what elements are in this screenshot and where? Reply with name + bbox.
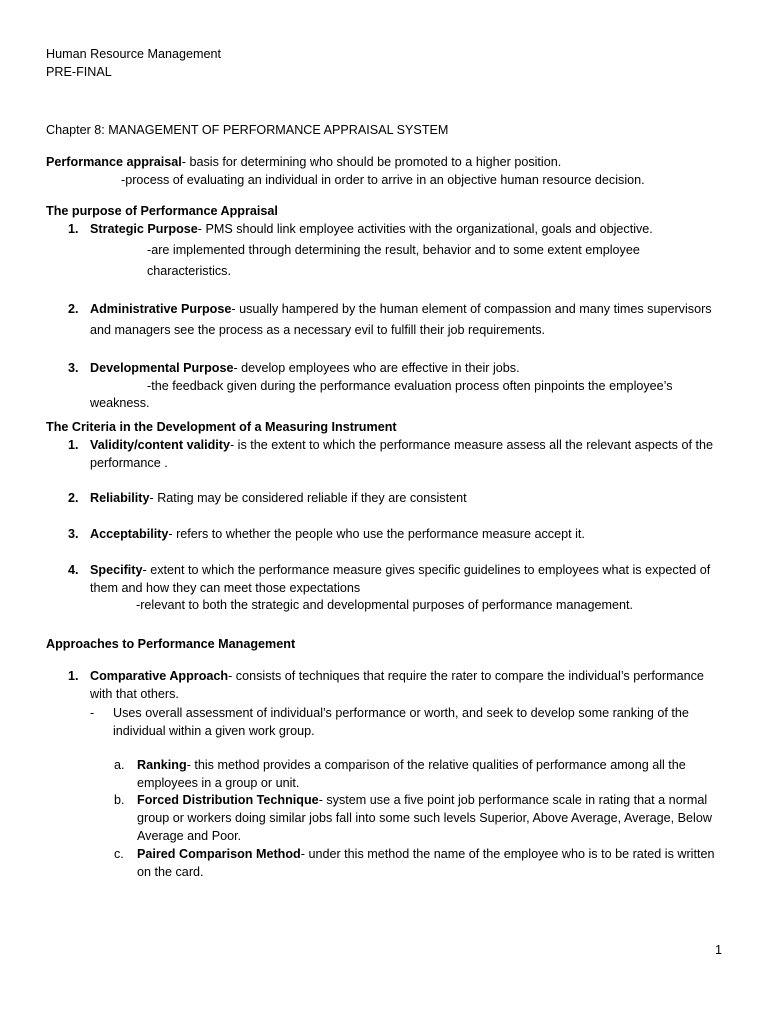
list-number: 1. — [68, 222, 79, 237]
method-text: - under this method the name of the employee who is to be rated is written — [300, 847, 715, 861]
method-text: - this method provides a comparison of the relative qualities of performance among all the — [186, 757, 686, 772]
list-number: 3. — [68, 360, 79, 375]
purpose-text2: and managers see the process as a necessary evil to fulfill their job requirements. — [90, 322, 546, 337]
method-text2: employees in a group or unit. — [137, 775, 300, 790]
method-text3: Average and Poor. — [137, 829, 242, 844]
chapter-title: Chapter 8: MANAGEMENT OF PERFORMANCE APPRAISAL SYSTEM — [46, 122, 449, 137]
spacer — [46, 140, 722, 154]
dash-text: individual within a given work group. — [113, 723, 315, 738]
list-number: 1. — [68, 669, 79, 684]
spacer — [46, 189, 722, 203]
course-title: Human Resource Management — [46, 47, 222, 61]
criteria-item-validity — [46, 437, 722, 473]
approach-text: - consists of techniques that require the rater to compare the individual’s performance — [228, 669, 704, 684]
list-letter: b. — [114, 793, 125, 808]
criteria-term: Validity/content validity — [90, 438, 230, 453]
purpose-text: - PMS should link employee activities with the organizational, goals and objective. — [197, 222, 653, 237]
criteria-text: - Rating may be considered reliable if they are consistent — [149, 490, 467, 505]
method-text2: on the card. — [137, 864, 204, 879]
criteria-list — [46, 437, 722, 615]
method-term: Paired Comparison Method — [137, 847, 301, 861]
method-item-forced-distribution — [90, 792, 722, 846]
criteria-heading: The Criteria in the Development of a Measuring Instrument — [46, 420, 397, 435]
approaches-heading: Approaches to Performance Management — [46, 637, 296, 652]
purpose-term: Administrative Purpose — [90, 301, 232, 316]
approach-dash-item — [90, 705, 722, 741]
approach-term: Comparative Approach — [90, 669, 229, 684]
spacer — [46, 82, 722, 122]
purpose-heading: The purpose of Performance Appraisal — [46, 204, 278, 219]
purpose-extra: -are implemented through determining the result, behavior and to some extent employee — [147, 243, 640, 258]
criteria-term: Reliability — [90, 490, 150, 505]
purpose-list — [46, 221, 722, 413]
list-number: 2. — [68, 301, 79, 316]
perf-appraisal-def — [46, 154, 722, 172]
document-body — [46, 46, 722, 882]
criteria-item-reliability — [46, 490, 722, 508]
approach-item-comparative — [46, 668, 722, 882]
criteria-item-specifity — [46, 562, 722, 616]
criteria-item-acceptability — [46, 526, 722, 544]
list-number: 4. — [68, 562, 79, 577]
exam-label: PRE-FINAL — [46, 64, 112, 79]
purpose-item-administrative — [46, 301, 722, 340]
method-term: Forced Distribution Technique — [137, 793, 319, 808]
approaches-list — [46, 668, 722, 882]
perf-appraisal-def1: - basis for determining who should be promoted to a higher position. — [181, 154, 562, 169]
purpose-item-developmental — [46, 360, 722, 414]
dash-marker: - — [90, 705, 95, 720]
purpose-item-strategic — [46, 221, 722, 281]
method-text: - system use a five point job performance scale in rating that a normal — [318, 793, 708, 808]
purpose-text: - usually hampered by the human element of compassion and many times supervisors — [231, 301, 712, 316]
criteria-text: - extent to which the performance measure gives specific guidelines to employees what is expected of — [142, 562, 711, 577]
purpose-extra: weakness. — [90, 396, 150, 411]
list-number: 3. — [68, 526, 79, 541]
approach-text2: with that others. — [90, 687, 179, 701]
page-number: 1 — [714, 943, 722, 957]
method-item-paired-comparison — [90, 846, 722, 882]
method-term: Ranking — [137, 757, 187, 772]
method-text2: group or workers doing similar jobs fall into some such levels Superior, Above Average, Average, Below — [137, 811, 712, 826]
list-letter: c. — [114, 847, 124, 861]
criteria-text2: performance . — [90, 456, 168, 470]
spacer — [90, 741, 722, 757]
dash-text: Uses overall assessment of individual’s performance or worth, and seek to develop some ranking of the — [113, 705, 689, 720]
purpose-text: - develop employees who are effective in their jobs. — [233, 360, 520, 375]
purpose-term: Developmental Purpose — [90, 360, 234, 375]
criteria-term: Specifity — [90, 562, 143, 577]
perf-appraisal-def2: -process of evaluating an individual in order to arrive in an objective human resource decision. — [121, 172, 645, 187]
spacer — [46, 654, 722, 668]
criteria-text: - refers to whether the people who use the performance measure accept it. — [168, 526, 585, 541]
spacer — [46, 615, 722, 636]
criteria-text: - is the extent to which the performance measure assess all the relevant aspects of the — [229, 438, 713, 453]
method-item-ranking — [90, 757, 722, 793]
criteria-extra: -relevant to both the strategic and developmental purposes of performance management. — [136, 598, 634, 613]
list-number: 2. — [68, 490, 79, 505]
criteria-term: Acceptability — [90, 526, 169, 541]
purpose-extra: -the feedback given during the performance evaluation process often pinpoints the employee’s — [147, 378, 673, 393]
purpose-term: Strategic Purpose — [90, 222, 198, 237]
perf-appraisal-term: Performance appraisal — [46, 154, 182, 169]
list-number: 1. — [68, 438, 79, 453]
comparative-methods-list — [90, 757, 722, 882]
list-letter: a. — [114, 757, 125, 772]
purpose-extra: characteristics. — [147, 264, 231, 278]
criteria-text2: them and how they can meet those expectations — [90, 580, 361, 595]
